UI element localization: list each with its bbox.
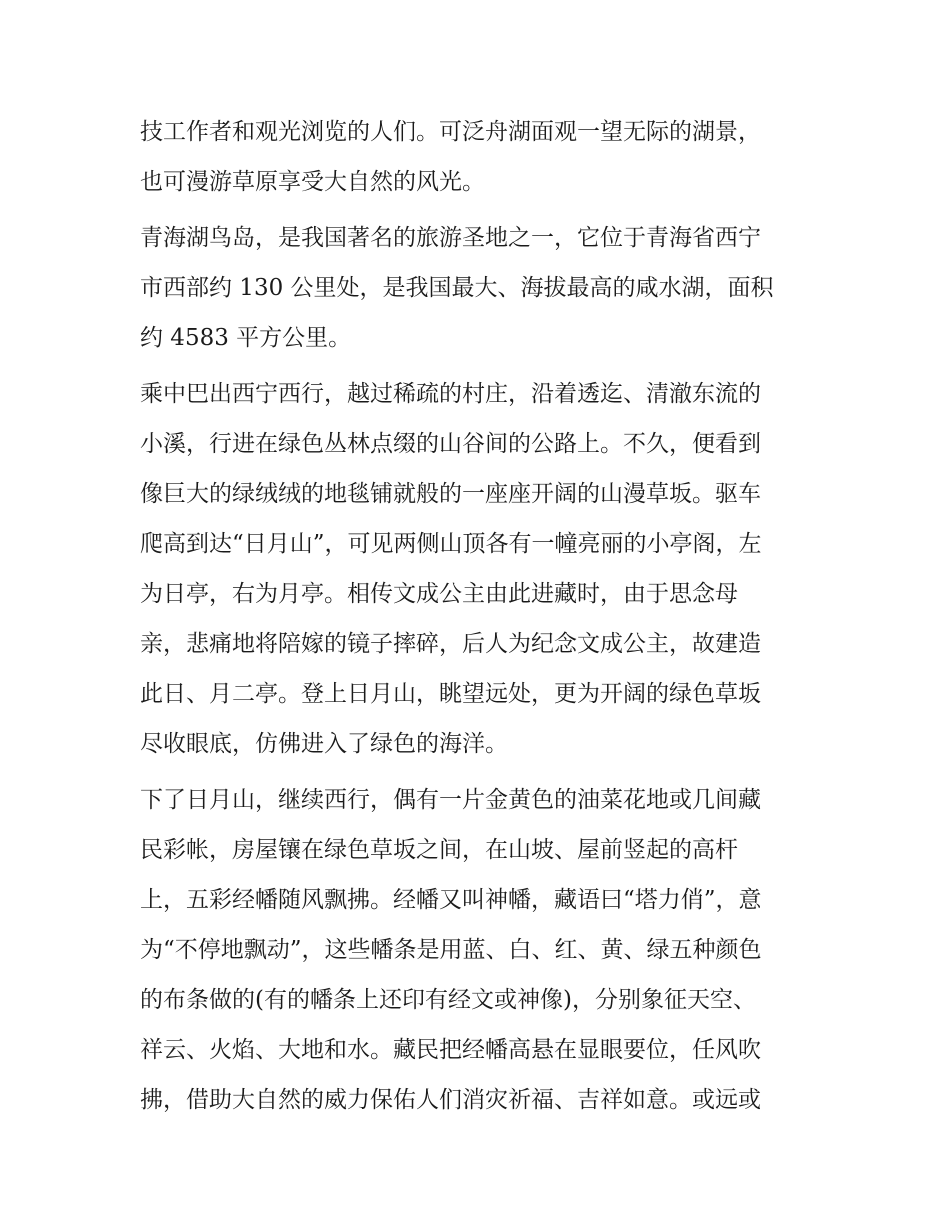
text-line: 民彩帐，房屋镶在绿色草坂之间，在山坡、屋前竖起的高杆 (140, 837, 738, 863)
paragraph-1 (140, 107, 815, 207)
text-line: 乘中巴出西宁西行，越过稀疏的村庄，沿着透迄、清澈东流的 (140, 381, 761, 407)
paragraph-4 (140, 775, 815, 1125)
text-line: 约 4583 平方公里。 (140, 325, 352, 351)
paragraph-2 (140, 213, 815, 363)
text-line: 为日亭，右为月亭。相传文成公主由此进藏时，由于思念母 (140, 581, 738, 607)
text-line: 爬高到达“日月山”，可见两侧山顶各有一幢亮丽的小亭阁，左 (140, 531, 762, 557)
text-line: 为“不停地飘动”，这些幡条是用蓝、白、红、黄、绿五种颜色 (140, 937, 762, 963)
text-line: 小溪，行进在绿色丛林点缀的山谷间的公路上。不久，便看到 (140, 431, 761, 457)
paragraph-3 (140, 369, 815, 769)
text-line: 市西部约 130 公里处，是我国最大、海拔最高的咸水湖，面积 (140, 275, 774, 301)
text-line: 祥云、火焰、大地和水。藏民把经幡高悬在显眼要位，任风吹 (140, 1037, 761, 1063)
text-line: 亲，悲痛地将陪嫁的镜子摔碎，后人为纪念文成公主，故建造 (140, 631, 761, 657)
text-line: 尽收眼底，仿佛进入了绿色的海洋。 (140, 731, 508, 757)
text-line: 技工作者和观光浏览的人们。可泛舟湖面观一望无际的湖景， (140, 119, 761, 145)
text-line: 也可漫游草原享受大自然的风光。 (140, 169, 485, 195)
text-line: 上，五彩经幡随风飘拂。经幡又叫神幡，藏语曰“塔力俏”，意 (140, 887, 762, 913)
document-body (140, 107, 815, 1125)
text-line: 像巨大的绿绒绒的地毯铺就般的一座座开阔的山漫草坂。驱车 (140, 481, 761, 507)
text-line: 青海湖鸟岛，是我国著名的旅游圣地之一，它位于青海省西宁 (140, 225, 761, 251)
text-line: 此日、月二亭。登上日月山，眺望远处，更为开阔的绿色草坂 (140, 681, 761, 707)
text-line: 的布条做的(有的幡条上还印有经文或神像)，分别象征天空、 (140, 987, 756, 1013)
text-line: 拂，借助大自然的威力保佑人们消灾祈福、吉祥如意。或远或 (140, 1087, 761, 1113)
text-line: 下了日月山，继续西行，偶有一片金黄色的油菜花地或几间藏 (140, 787, 761, 813)
